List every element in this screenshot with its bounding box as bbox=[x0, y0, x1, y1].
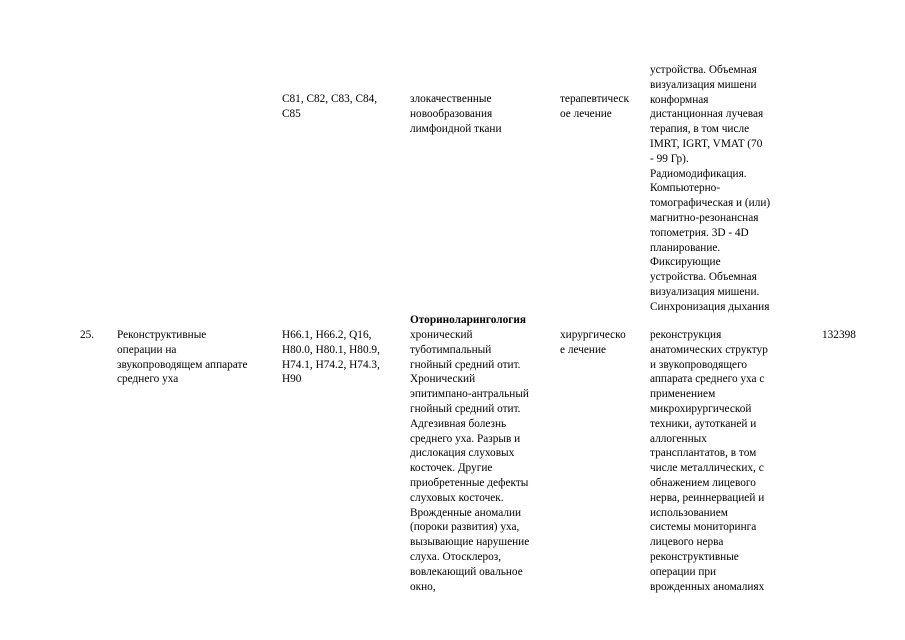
cell-line: Радиомодификация. bbox=[650, 167, 747, 180]
cell-line: аппарата среднего уха с bbox=[650, 373, 765, 386]
cell-line: врожденных аномалиях bbox=[650, 580, 765, 593]
cell-line: магнитно-резонансная bbox=[650, 211, 759, 224]
treatment-type-cell-continued bbox=[560, 92, 629, 122]
cell-line: Врожденные аномалии bbox=[410, 506, 522, 519]
cell-line: лимфоидной ткани bbox=[410, 122, 502, 135]
cell-line: реконструктивные bbox=[650, 550, 739, 563]
cell-line: вовлекающий овальное bbox=[410, 565, 523, 578]
cell-line: визуализация мишени. bbox=[650, 285, 760, 298]
cell-line: трансплантатов, в том bbox=[650, 447, 757, 460]
cell-line: визуализация мишени bbox=[650, 78, 757, 91]
cell-line: H66.1, H66.2, Q16, bbox=[282, 329, 372, 341]
cell-line: IMRT, IGRT, VMAT (70 bbox=[650, 137, 763, 150]
row-number: 25. bbox=[80, 329, 95, 341]
cell-line: устройства. Объемная bbox=[650, 271, 757, 284]
cell-line: слуховых косточек. bbox=[410, 491, 504, 504]
cell-line: планирование. bbox=[650, 241, 721, 254]
cell-line: приобретенные дефекты bbox=[410, 476, 529, 489]
cell-line: окно, bbox=[410, 580, 436, 593]
cell-line: нерва, реиннервацией и bbox=[650, 491, 765, 504]
cell-line: злокачественные bbox=[410, 93, 492, 105]
cell-line: е лечение bbox=[560, 343, 607, 356]
cell-line: Компьютерно- bbox=[650, 182, 721, 195]
cell-line: - 99 Гр). bbox=[650, 152, 689, 165]
cell-line: операции на bbox=[117, 343, 177, 356]
cell-line: Фиксирующие bbox=[650, 256, 721, 269]
cell-line: Хронический bbox=[410, 373, 476, 386]
cell-line: звукопроводящем аппарате bbox=[117, 358, 248, 371]
procedure-name-cell bbox=[117, 328, 247, 387]
cell-line: конформная bbox=[650, 93, 709, 106]
cell-line: анатомических структур bbox=[650, 343, 768, 356]
cell-line: Реконструктивные bbox=[117, 329, 207, 341]
cell-line: H80.0, H80.1, H80.9, bbox=[282, 343, 380, 356]
cell-line: терапевтическ bbox=[560, 93, 630, 105]
cell-line: C85 bbox=[282, 107, 301, 120]
cell-line: хронический bbox=[410, 329, 473, 341]
cell-line: косточек. Другие bbox=[410, 462, 493, 475]
cell-line: среднего уха bbox=[117, 373, 179, 386]
cell-line: аллогенных bbox=[650, 432, 707, 445]
cell-line: техники, аутотканей и bbox=[650, 417, 757, 430]
cell-line: применением bbox=[650, 388, 716, 401]
cell-line: числе металлических, с bbox=[650, 462, 764, 475]
cell-line: операции при bbox=[650, 565, 717, 578]
cell-line: устройства. Объемная bbox=[650, 64, 757, 76]
cell-line: хирургическо bbox=[560, 329, 626, 341]
cell-line: и звукопроводящего bbox=[650, 358, 748, 371]
cell-line: топометрия. 3D - 4D bbox=[650, 226, 749, 239]
cell-line: использованием bbox=[650, 506, 728, 519]
cell-line: эпитимпано-антральный bbox=[410, 388, 529, 401]
codes-cell bbox=[282, 328, 380, 387]
cell-line: терапия, в том числе bbox=[650, 123, 750, 136]
cell-line: дислокация слуховых bbox=[410, 447, 515, 460]
cell-line: Синхронизация дыхания bbox=[650, 300, 770, 313]
cost-cell: 132398 bbox=[822, 329, 856, 341]
cell-line: C81, C82, C83, C84, bbox=[282, 93, 378, 105]
codes-cell-continued bbox=[282, 92, 377, 122]
cell-line: ое лечение bbox=[560, 107, 612, 120]
treatment-type-cell bbox=[560, 328, 626, 358]
cell-line: системы мониторинга bbox=[650, 521, 757, 534]
cell-line: туботимпальный bbox=[410, 343, 492, 356]
cell-line: лицевого нерва bbox=[650, 536, 724, 549]
cell-line: реконструкция bbox=[650, 329, 722, 341]
cell-line: слуха. Отосклероз, bbox=[410, 550, 502, 563]
cell-line: H74.1, H74.2, H74.3, bbox=[282, 358, 380, 371]
cell-line: (пороки развития) уха, bbox=[410, 521, 520, 534]
cell-line: новообразования bbox=[410, 107, 493, 120]
section-title: Оториноларингология bbox=[410, 314, 527, 326]
cell-line: H90 bbox=[282, 373, 302, 386]
cell-line: среднего уха. Разрыв и bbox=[410, 432, 521, 445]
cell-line: дистанционная лучевая bbox=[650, 108, 764, 121]
cell-line: обнажением лицевого bbox=[650, 476, 756, 489]
cell-line: гнойный средний отит. bbox=[410, 358, 521, 371]
diagnosis-cell-continued bbox=[410, 92, 502, 136]
method-cell-continued bbox=[650, 63, 770, 315]
cell-line: томографическая и (или) bbox=[650, 197, 771, 210]
diagnosis-cell bbox=[410, 328, 529, 594]
cell-line: Адгезивная болезнь bbox=[410, 417, 507, 430]
cell-line: вызывающие нарушение bbox=[410, 536, 530, 549]
cell-line: микрохирургической bbox=[650, 402, 752, 415]
method-cell bbox=[650, 328, 768, 594]
cell-line: гнойный средний отит. bbox=[410, 402, 521, 415]
